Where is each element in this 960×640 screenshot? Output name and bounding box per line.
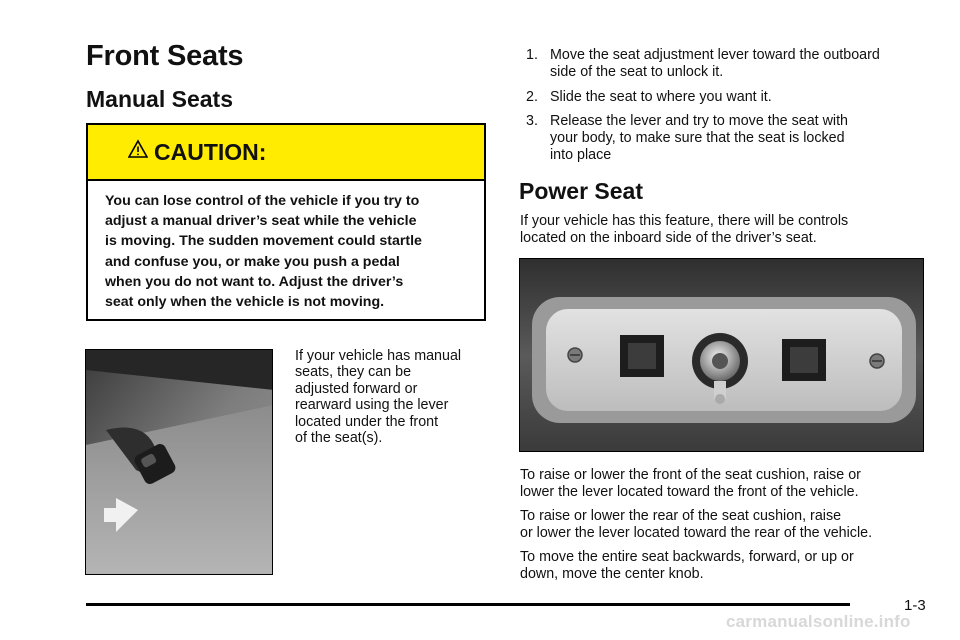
step-line: into place <box>550 146 612 163</box>
caution-text <box>88 181 484 312</box>
step-number: 2. <box>526 88 538 105</box>
text-line: If your vehicle has this feature, there will be controls <box>520 213 849 229</box>
footer-rule <box>86 603 850 606</box>
text-line: or lower the lever located toward the rear of the vehicle. <box>520 524 873 541</box>
step-number: 3. <box>526 113 538 130</box>
manual-seat-lever-photo <box>85 349 273 575</box>
caution-line: You can lose control of the vehicle if you try to <box>105 193 420 209</box>
text-line: adjusted forward or <box>295 380 418 397</box>
step-item <box>520 47 930 81</box>
step-line: Slide the seat to where you want it. <box>550 88 772 105</box>
text-line: To move the entire seat backwards, forward, or up or <box>520 549 854 565</box>
caution-line: and confuse you, or make you push a pedal <box>105 253 400 270</box>
power-seat-rear-paragraph <box>520 508 930 542</box>
power-seat-intro <box>520 213 930 247</box>
caution-line: is moving. The sudden movement could startle <box>105 233 422 250</box>
step-line: side of the seat to unlock it. <box>550 63 724 80</box>
step-item <box>520 89 930 106</box>
manual-seat-description <box>295 348 495 446</box>
watermark: carmanualsonline.info <box>726 612 911 631</box>
text-line: seats, they can be <box>295 364 412 381</box>
section-heading-manual-seats: Manual Seats <box>86 86 233 112</box>
text-line: located under the front <box>295 413 439 430</box>
text-line: To raise or lower the front of the seat cushion, raise or <box>520 467 861 483</box>
text-line: rearward using the lever <box>295 397 449 414</box>
step-line: Move the seat adjustment lever toward the outboard <box>550 47 880 63</box>
caution-label: CAUTION: <box>154 138 267 165</box>
caution-line: seat only when the vehicle is not moving. <box>105 294 385 311</box>
text-line: of the seat(s). <box>295 430 383 447</box>
page-title: Front Seats <box>86 40 244 72</box>
step-item <box>520 113 930 163</box>
text-line: To raise or lower the rear of the seat cushion, raise <box>520 508 842 524</box>
power-seat-knob-paragraph <box>520 549 930 583</box>
section-heading-power-seat: Power Seat <box>519 178 643 204</box>
text-line: located on the inboard side of the driver’s seat. <box>520 229 817 246</box>
text-line: down, move the center knob. <box>520 565 704 582</box>
step-number: 1. <box>526 47 538 63</box>
text-line: If your vehicle has manual <box>295 348 462 364</box>
caution-line: adjust a manual driver’s seat while the vehicle <box>105 213 417 230</box>
caution-line: when you do not want to. Adjust the driver’s <box>105 273 404 290</box>
manual-seat-steps <box>520 47 930 172</box>
warning-triangle-icon <box>128 139 148 159</box>
caution-box <box>86 123 486 321</box>
power-seat-controls-photo <box>519 258 924 452</box>
caution-band <box>88 125 484 181</box>
text-line: lower the lever located toward the front of the vehicle. <box>520 483 859 500</box>
step-line: Release the lever and try to move the seat with <box>550 113 849 130</box>
page-number: 1-3 <box>904 597 926 614</box>
step-line: your body, to make sure that the seat is locked <box>550 130 845 147</box>
power-seat-front-paragraph <box>520 467 930 501</box>
